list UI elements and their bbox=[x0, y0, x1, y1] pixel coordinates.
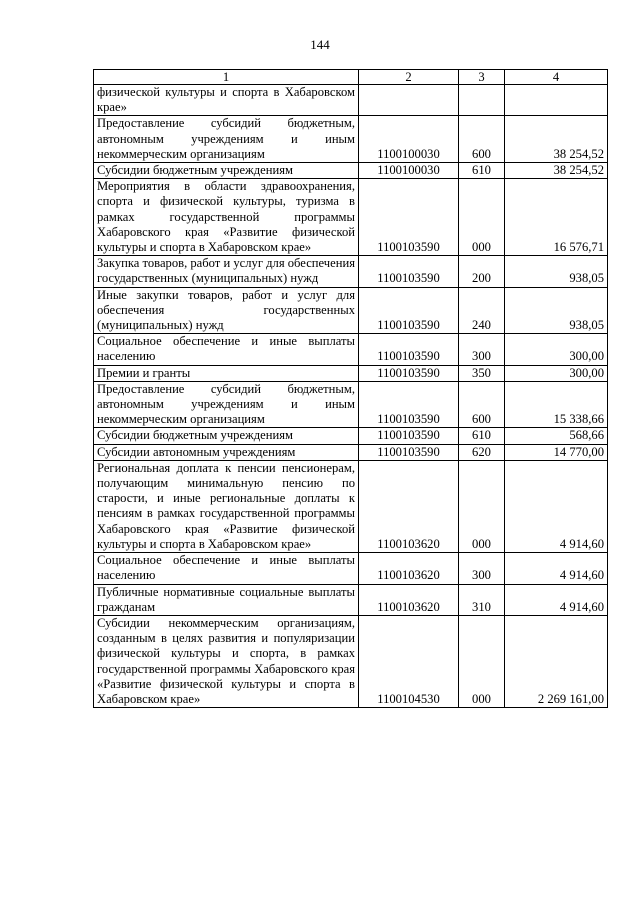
row-target-code: 1100103590 bbox=[359, 365, 459, 381]
row-name: физической культуры и спорта в Хабаровском крае» bbox=[94, 85, 359, 116]
header-col-3: 3 bbox=[459, 70, 505, 85]
row-expense-type: 240 bbox=[459, 287, 505, 334]
table-row bbox=[94, 365, 608, 381]
row-name: Предоставление субсидий бюджетным, автономным учреждениям и иным некоммерческим организациям bbox=[94, 116, 359, 163]
row-expense-type: 000 bbox=[459, 179, 505, 256]
row-target-code: 1100103590 bbox=[359, 381, 459, 428]
table-row bbox=[94, 85, 608, 116]
row-target-code: 1100103590 bbox=[359, 428, 459, 444]
row-target-code: 1100104530 bbox=[359, 615, 459, 707]
row-target-code: 1100103590 bbox=[359, 334, 459, 365]
table-row bbox=[94, 460, 608, 552]
row-target-code: 1100103590 bbox=[359, 287, 459, 334]
table-row bbox=[94, 287, 608, 334]
row-expense-type: 310 bbox=[459, 584, 505, 615]
row-amount: 15 338,66 bbox=[505, 381, 608, 428]
row-amount: 38 254,52 bbox=[505, 163, 608, 179]
row-amount: 568,66 bbox=[505, 428, 608, 444]
row-target-code: 1100103620 bbox=[359, 584, 459, 615]
row-name: Иные закупки товаров, работ и услуг для обеспечения государственных (муниципальных) нужд bbox=[94, 287, 359, 334]
row-amount: 14 770,00 bbox=[505, 444, 608, 460]
row-target-code: 1100103590 bbox=[359, 444, 459, 460]
row-amount: 4 914,60 bbox=[505, 460, 608, 552]
row-name: Социальное обеспечение и иные выплаты населению bbox=[94, 553, 359, 584]
table-header-row bbox=[94, 70, 608, 85]
row-target-code: 1100103590 bbox=[359, 256, 459, 287]
row-amount: 4 914,60 bbox=[505, 584, 608, 615]
row-amount: 38 254,52 bbox=[505, 116, 608, 163]
row-expense-type: 610 bbox=[459, 163, 505, 179]
header-col-2: 2 bbox=[359, 70, 459, 85]
table-row bbox=[94, 428, 608, 444]
row-amount: 2 269 161,00 bbox=[505, 615, 608, 707]
row-expense-type: 000 bbox=[459, 615, 505, 707]
row-amount: 300,00 bbox=[505, 334, 608, 365]
row-name: Субсидии автономным учреждениям bbox=[94, 444, 359, 460]
row-name: Премии и гранты bbox=[94, 365, 359, 381]
row-expense-type: 300 bbox=[459, 553, 505, 584]
row-expense-type: 600 bbox=[459, 381, 505, 428]
table-row bbox=[94, 116, 608, 163]
row-expense-type: 350 bbox=[459, 365, 505, 381]
row-name: Субсидии бюджетным учреждениям bbox=[94, 163, 359, 179]
row-target-code: 1100100030 bbox=[359, 163, 459, 179]
row-name: Субсидии некоммерческим организациям, созданным в целях развития и популяризации физической культуры и спорта, в рамках государственной программы Хабаровского края «Развитие физической культуры и спорта в Хабаровском крае» bbox=[94, 615, 359, 707]
row-target-code bbox=[359, 85, 459, 116]
row-name: Закупка товаров, работ и услуг для обеспечения государственных (муниципальных) нужд bbox=[94, 256, 359, 287]
table-row bbox=[94, 256, 608, 287]
row-amount: 938,05 bbox=[505, 287, 608, 334]
row-expense-type bbox=[459, 85, 505, 116]
row-name: Субсидии бюджетным учреждениям bbox=[94, 428, 359, 444]
table-row bbox=[94, 584, 608, 615]
row-target-code: 1100103590 bbox=[359, 179, 459, 256]
row-target-code: 1100100030 bbox=[359, 116, 459, 163]
table-row bbox=[94, 163, 608, 179]
row-name: Региональная доплата к пенсии пенсионерам, получающим минимальную пенсию по старости, и иные региональные доплаты к пенсиям в рамках государственной программы Хабаровского края «Развитие физической культуры и спорта в Хабаровском крае» bbox=[94, 460, 359, 552]
row-name: Публичные нормативные социальные выплаты гражданам bbox=[94, 584, 359, 615]
table-row bbox=[94, 444, 608, 460]
table-row bbox=[94, 179, 608, 256]
row-amount: 938,05 bbox=[505, 256, 608, 287]
row-amount bbox=[505, 85, 608, 116]
header-col-1: 1 bbox=[94, 70, 359, 85]
row-name: Предоставление субсидий бюджетным, автономным учреждениям и иным некоммерческим организациям bbox=[94, 381, 359, 428]
row-name: Мероприятия в области здравоохранения, спорта и физической культуры, туризма в рамках государственной программы Хабаровского края «Развитие физической культуры и спорта в Хабаровском крае» bbox=[94, 179, 359, 256]
budget-table bbox=[93, 69, 608, 708]
row-amount: 4 914,60 bbox=[505, 553, 608, 584]
table-row bbox=[94, 553, 608, 584]
table-row bbox=[94, 381, 608, 428]
row-target-code: 1100103620 bbox=[359, 553, 459, 584]
row-expense-type: 200 bbox=[459, 256, 505, 287]
row-expense-type: 610 bbox=[459, 428, 505, 444]
header-col-4: 4 bbox=[505, 70, 608, 85]
row-amount: 300,00 bbox=[505, 365, 608, 381]
row-expense-type: 600 bbox=[459, 116, 505, 163]
row-target-code: 1100103620 bbox=[359, 460, 459, 552]
row-expense-type: 300 bbox=[459, 334, 505, 365]
table-row bbox=[94, 334, 608, 365]
page-number: 144 bbox=[310, 37, 330, 52]
row-name: Социальное обеспечение и иные выплаты населению bbox=[94, 334, 359, 365]
row-amount: 16 576,71 bbox=[505, 179, 608, 256]
row-expense-type: 000 bbox=[459, 460, 505, 552]
row-expense-type: 620 bbox=[459, 444, 505, 460]
table-row bbox=[94, 615, 608, 707]
